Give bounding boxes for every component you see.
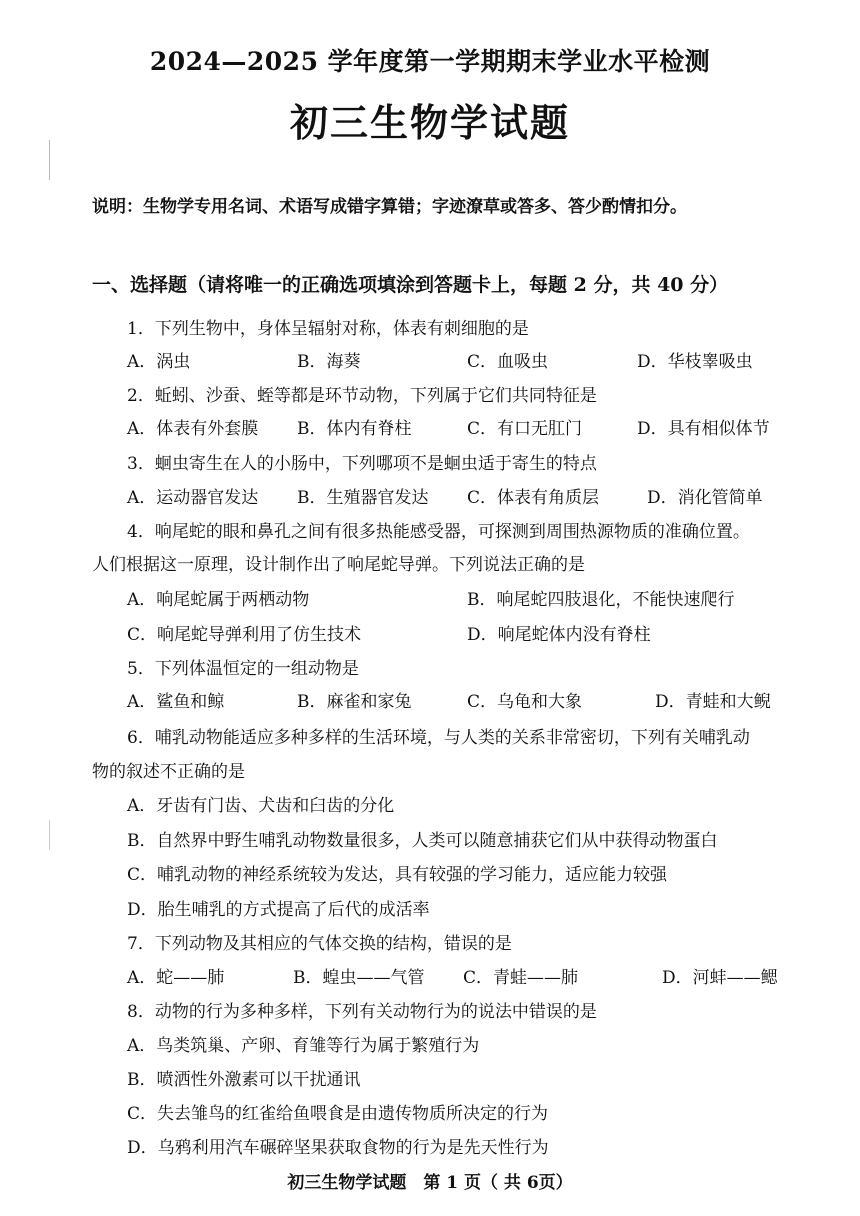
question-1-option-d: D．华枝睾吸虫 (637, 352, 753, 372)
question-6-stem-line2: 物的叙述不正确的是 (92, 762, 245, 782)
question-8-option-b: B．喷洒性外激素可以干扰通讯 (127, 1070, 361, 1090)
question-7-option-a: A．蛇——肺 (127, 968, 225, 988)
question-5-option-d: D．青蛙和大鲵 (655, 692, 771, 712)
exam-header-title: 2024—2025 学年度第一学期期末学业水平检测 (149, 47, 711, 76)
question-7-option-b: B．蝗虫——气管 (293, 968, 425, 988)
question-7-stem: 7．下列动物及其相应的气体交换的结构，错误的是 (127, 934, 512, 954)
question-3-stem: 3．蛔虫寄生在人的小肠中，下列哪项不是蛔虫适于寄生的特点 (127, 454, 597, 474)
question-4-option-a: A．响尾蛇属于两栖动物 (127, 590, 310, 610)
question-6-stem-line1: 6．哺乳动物能适应多种多样的生活环境，与人类的关系非常密切，下列有关哺乳动 (127, 728, 750, 748)
question-8-stem: 8．动物的行为多种多样，下列有关动物行为的说法中错误的是 (127, 1002, 597, 1022)
page-footer: 初三生物学试题 第 1 页（ 共 6页） (287, 1173, 573, 1193)
margin-line (49, 820, 50, 850)
question-2-option-c: C．有口无肛门 (467, 419, 583, 439)
question-2-option-d: D．具有相似体节 (637, 419, 770, 439)
question-1-option-a: A．涡虫 (127, 352, 191, 372)
question-8-option-d: D．乌鸦利用汽车碾碎坚果获取食物的行为是先天性行为 (127, 1138, 549, 1158)
question-6-option-d: D．胎生哺乳的方式提高了后代的成活率 (127, 900, 430, 920)
question-4-option-d: D．响尾蛇体内没有脊柱 (467, 625, 651, 645)
question-5-option-c: C．乌龟和大象 (467, 692, 583, 712)
question-6-option-a: A．牙齿有门齿、犬齿和臼齿的分化 (127, 796, 395, 816)
question-5-stem: 5．下列体温恒定的一组动物是 (127, 659, 359, 679)
question-7-option-d: D．河蚌——鳃 (662, 968, 778, 988)
question-8-option-c: C．失去雏鸟的红雀给鱼喂食是由遗传物质所决定的行为 (127, 1104, 549, 1124)
question-3-option-b: B．生殖器官发达 (297, 488, 429, 508)
question-4-option-c: C．响尾蛇导弹利用了仿生技术 (127, 625, 362, 645)
question-1-option-c: C．血吸虫 (467, 352, 549, 372)
question-7-option-c: C．青蛙——肺 (463, 968, 579, 988)
question-1-option-b: B．海葵 (297, 352, 361, 372)
question-2-option-a: A．体表有外套膜 (127, 419, 259, 439)
question-5-option-b: B．麻雀和家兔 (297, 692, 412, 712)
question-1-stem: 1．下列生物中，身体呈辐射对称，体表有刺细胞的是 (127, 319, 529, 339)
section-heading-multiple-choice: 一、选择题（请将唯一的正确选项填涂到答题卡上，每题 2 分，共 40 分） (92, 274, 729, 296)
exam-subject-title: 初三生物学试题 (289, 100, 570, 145)
question-8-option-a: A．鸟类筑巢、产卵、育雏等行为属于繁殖行为 (127, 1036, 480, 1056)
question-4-option-b: B．响尾蛇四肢退化，不能快速爬行 (467, 590, 735, 610)
question-3-option-d: D．消化管简单 (647, 488, 763, 508)
question-4-stem-line2: 人们根据这一原理，设计制作出了响尾蛇导弹。下列说法正确的是 (92, 555, 585, 575)
question-6-option-c: C．哺乳动物的神经系统较为发达，具有较强的学习能力，适应能力较强 (127, 865, 668, 885)
question-6-option-b: B．自然界中野生哺乳动物数量很多，人类可以随意捕获它们从中获得动物蛋白 (127, 831, 718, 851)
question-3-option-a: A．运动器官发达 (127, 488, 259, 508)
instructions-note: 说明：生物学专用名词、术语写成错字算错；字迹潦草或答多、答少酌情扣分。 (92, 197, 687, 217)
question-2-stem: 2．蚯蚓、沙蚕、蛭等都是环节动物，下列属于它们共同特征是 (127, 386, 597, 406)
question-2-option-b: B．体内有脊柱 (297, 419, 412, 439)
question-5-option-a: A．鲨鱼和鲸 (127, 692, 225, 712)
question-3-option-c: C．体表有角质层 (467, 488, 600, 508)
question-4-stem-line1: 4．响尾蛇的眼和鼻孔之间有很多热能感受器，可探测到周围热源物质的准确位置。 (127, 522, 750, 542)
